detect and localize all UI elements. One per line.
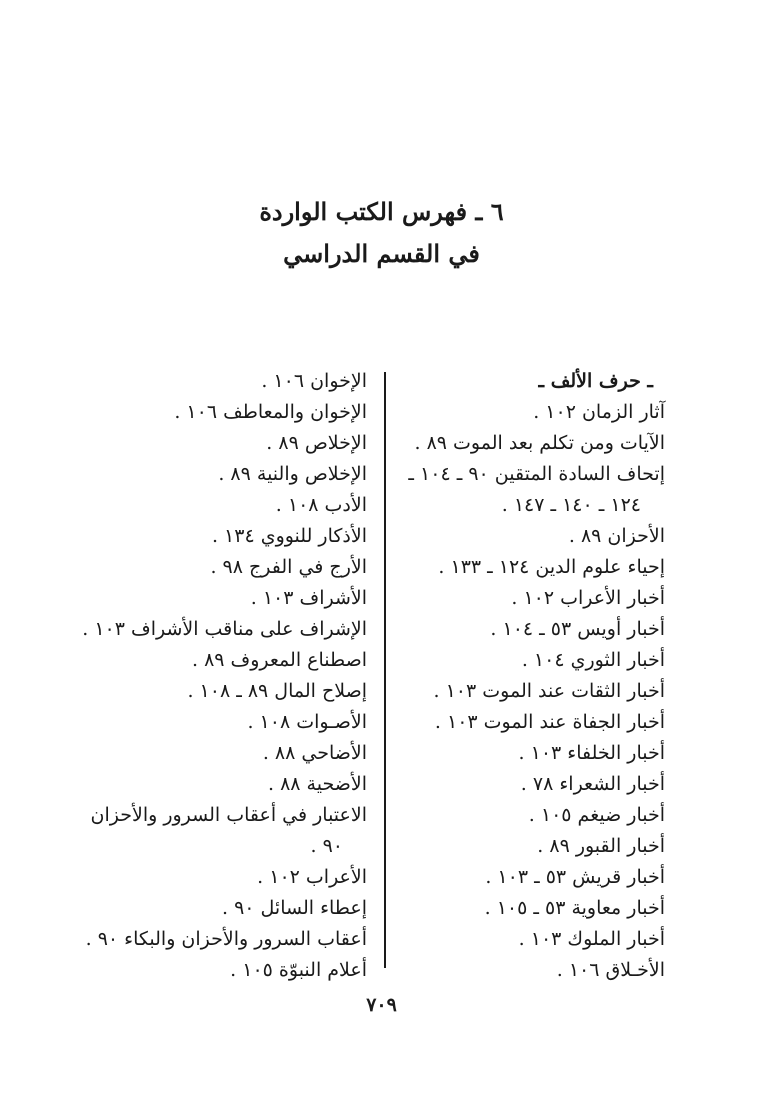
- index-entry: الأشراف ١٠٣ .: [250, 587, 367, 609]
- index-entry: أخبار القبور ٨٩ .: [537, 835, 665, 857]
- index-entry: الاعتبار في أعقاب السرور والأحزان: [90, 804, 367, 826]
- index-entry: أخبار الثقات عند الموت ١٠٣ .: [433, 680, 665, 702]
- index-entry: أخبار الجفاة عند الموت ١٠٣ .: [434, 711, 665, 733]
- index-entry: إعطاء السائل ٩٠ .: [221, 897, 367, 919]
- index-entry: آثار الزمان ١٠٢ .: [533, 401, 665, 423]
- index-entry: أخبار قريش ٥٣ ـ ١٠٣ .: [485, 866, 665, 888]
- index-entry: إصلاح المال ٨٩ ـ ١٠٨ .: [187, 680, 367, 702]
- index-entry: الأصـوات ١٠٨ .: [247, 711, 367, 733]
- index-entry: أخبار الخلفاء ١٠٣ .: [518, 742, 665, 764]
- index-entry: الأضحية ٨٨ .: [268, 773, 367, 795]
- column-divider: [384, 372, 386, 968]
- index-entry: الأرج في الفرج ٩٨ .: [210, 556, 367, 578]
- index-entry: إتحاف السادة المتقين ٩٠ ـ ١٠٤ ـ: [408, 463, 665, 485]
- index-entry: الإخوان ١٠٦ .: [261, 370, 367, 392]
- index-column-left: [67, 366, 367, 986]
- section-heading-alif: ـ حرف الألف ـ: [538, 370, 653, 392]
- index-entry: أخبار الأعراب ١٠٢ .: [511, 587, 665, 609]
- index-entry: الأحزان ٨٩ .: [568, 525, 665, 547]
- index-entry: أخبار الثوري ١٠٤ .: [521, 649, 665, 671]
- index-entry: أخبار أويس ٥٣ ـ ١٠٤ .: [490, 618, 665, 640]
- index-entry: الأدب ١٠٨ .: [275, 494, 367, 516]
- index-entry: الإخلاص والنية ٨٩ .: [218, 463, 367, 485]
- index-entry: إحياء علوم الدين ١٢٤ ـ ١٣٣ .: [438, 556, 665, 578]
- index-entry-continuation: ٩٠ .: [310, 835, 343, 857]
- index-subtitle: في القسم الدراسي: [283, 239, 480, 268]
- index-entry-continuation: ١٢٤ ـ ١٤٠ ـ ١٤٧ .: [501, 494, 641, 516]
- index-entry: الآيات ومن تكلم بعد الموت ٨٩ .: [414, 432, 665, 454]
- index-entry: الأذكار للنووي ١٣٤ .: [211, 525, 367, 547]
- index-entry: الأخـلاق ١٠٦ .: [556, 959, 665, 981]
- index-entry: أعقاب السرور والأحزان والبكاء ٩٠ .: [85, 928, 367, 950]
- index-entry: أخبار الملوك ١٠٣ .: [518, 928, 665, 950]
- page-number: ٧٠٩: [366, 994, 397, 1016]
- index-entry: الإخلاص ٨٩ .: [266, 432, 367, 454]
- index-entry: الإخوان والمعاطف ١٠٦ .: [174, 401, 367, 423]
- index-entry: الأعراب ١٠٢ .: [257, 866, 367, 888]
- index-entry: أخبار ضيغم ١٠٥ .: [528, 804, 665, 826]
- index-entry: الأضاحي ٨٨ .: [262, 742, 367, 764]
- index-entry: اصطناع المعروف ٨٩ .: [191, 649, 367, 671]
- index-column-right: [395, 366, 665, 986]
- index-title: ٦ ـ فهرس الكتب الواردة: [259, 197, 504, 226]
- index-entry: الإشراف على مناقب الأشراف ١٠٣ .: [82, 618, 367, 640]
- index-entry: أخبار معاوية ٥٣ ـ ١٠٥ .: [484, 897, 665, 919]
- index-entry: أخبار الشعراء ٧٨ .: [520, 773, 665, 795]
- index-entry: أعلام النبوّة ١٠٥ .: [230, 959, 367, 981]
